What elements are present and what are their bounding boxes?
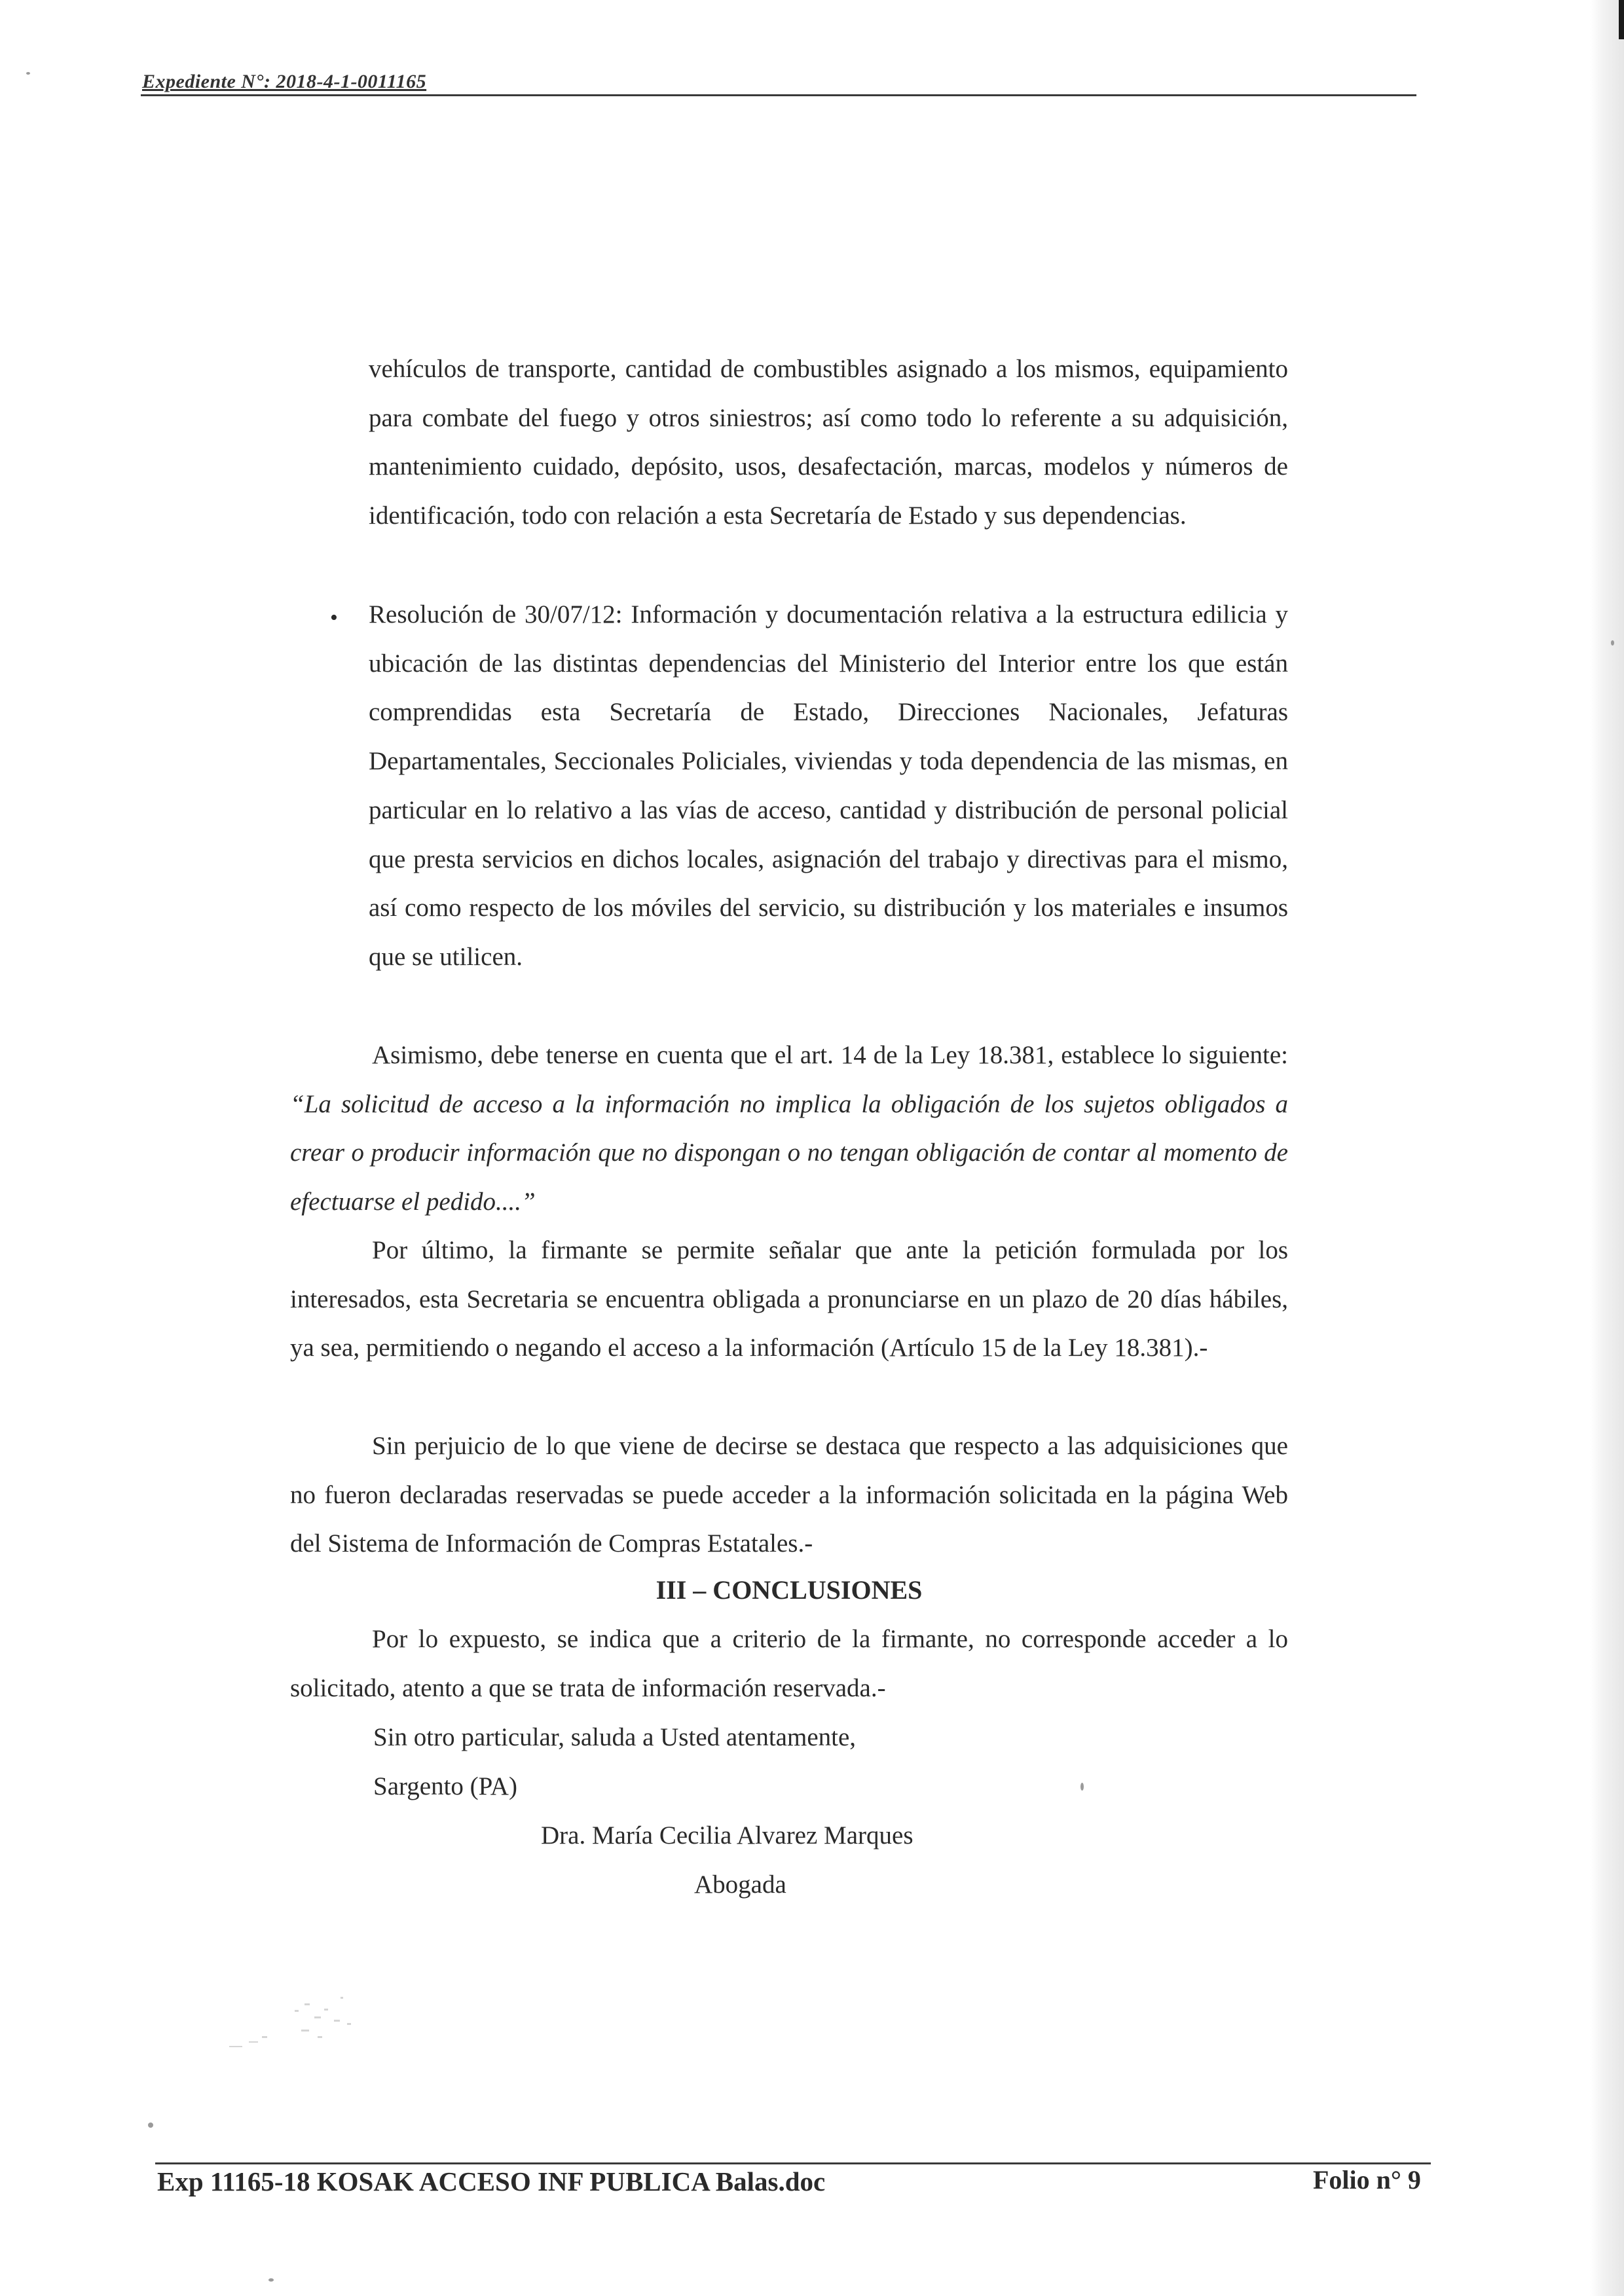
scan-speck: [26, 72, 30, 75]
asimismo-lead: Asimismo, debe tenerse en cuenta que el art. 14 de la Ley 18.381, establece lo siguiente:: [372, 1041, 1288, 1069]
paragraph-por-ultimo: Por último, la firmante se permite señalar que ante la petición formulada por los interesados, esta Secretaria se encuentra obligada a pronunciarse en un plazo de 20 días hábiles, ya sea, permitiendo o negando el acceso a la información (Artículo 15 de la Ley 18.381).-: [290, 1236, 1288, 1362]
footer-filename: Exp 11165-18 KOSAK ACCESO INF PUBLICA Balas.doc: [157, 2166, 826, 2196]
scan-speck: [1080, 1783, 1084, 1791]
scan-edge-mark: [1619, 0, 1624, 39]
scan-speck: [148, 2123, 153, 2128]
signer-title: Abogada: [694, 1870, 786, 1899]
scan-edge-shadow: [1590, 0, 1624, 2296]
paragraph-sin-perjuicio: Sin perjuicio de lo que viene de decirse se destaca que respecto a las adquisiciones que no fueron declaradas reservadas se puede acceder a la información solicitada en la página Web del Sistema de Información de Compras Estatales.-: [290, 1432, 1288, 1558]
expediente-header: Expediente N°: 2018-4-1-0011165: [142, 71, 427, 92]
sender-rank: Sargento (PA): [373, 1772, 517, 1800]
paragraph-asimismo: [290, 1031, 1288, 1227]
header-rule: [141, 94, 1416, 96]
bullet-symbol: •: [330, 606, 338, 630]
paragraph-resolucion: Resolución de 30/07/12: Información y documentación relativa a la estructura edilicia y ubicación de las distintas dependencias del Ministerio del Interior entre los que están comprendidas esta Secretaría de Estado, Direcciones Nacionales, Jefaturas Departamentales, Seccionales Policiales, viviendas y toda dependencia de las mismas, en particular en lo relativo a las vías de acceso, cantidad y distribución de personal policial que presta servicios en dichos locales, asignación del trabajo y directivas para el mismo, así como respecto de los móviles del servicio, su distribución y los materiales e insumos que se utilicen.: [369, 600, 1288, 971]
footer-folio: Folio n° 9: [1313, 2165, 1421, 2195]
scan-speck: [268, 2278, 274, 2282]
ley-quote: “La solicitud de acceso a la información no implica la obligación de los sujetos obligados a crear o producir información que no dispongan o no tengan obligación de contar al momento de efectuarse el pedido....”: [290, 1089, 1288, 1216]
footer-rule: [155, 2162, 1431, 2164]
paragraph-vehiculos: vehículos de transporte, cantidad de combustibles asignado a los mismos, equipamiento para combate del fuego y otros siniestros; así como todo lo referente a su adquisición, mantenimiento cuidado, depósito, usos, desafectación, marcas, modelos y números de identificación, todo con relación a esta Secretaría de Estado y sus dependencias.: [369, 355, 1288, 530]
paragraph-por-lo-expuesto: Por lo expuesto, se indica que a criterio de la firmante, no corresponde acceder a lo solicitado, atento a que se trata de información reservada.-: [290, 1625, 1288, 1702]
scan-speck: [1611, 640, 1614, 646]
signer-name: Dra. María Cecilia Alvarez Marques: [541, 1821, 913, 1850]
closing-salutation: Sin otro particular, saluda a Usted atentamente,: [373, 1723, 857, 1751]
faded-stamp-smudge: [190, 1984, 386, 2062]
section-heading-conclusiones: III – CONCLUSIONES: [655, 1575, 923, 1605]
